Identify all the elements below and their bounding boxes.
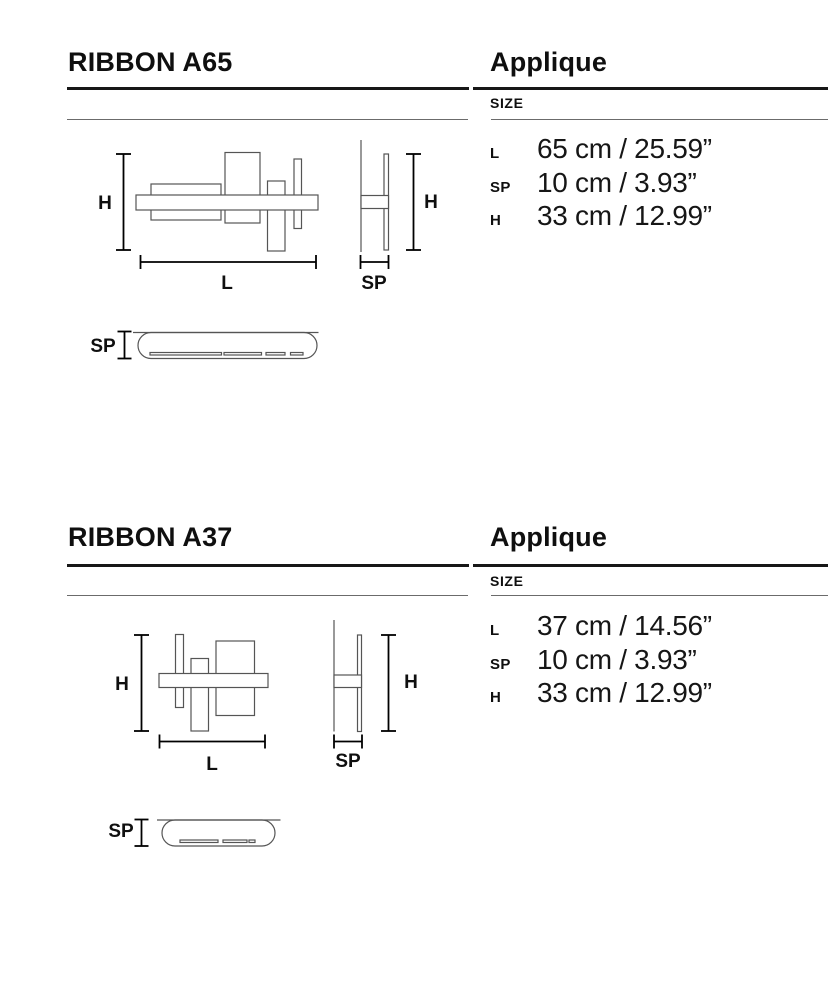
- size-rule-left: [67, 595, 468, 596]
- lamp-detail-top: [150, 353, 222, 356]
- length-label: L: [206, 754, 218, 775]
- depth-label-side: SP: [335, 751, 361, 772]
- height-label-side: H: [404, 672, 418, 693]
- h-dimension-line-side: [406, 154, 421, 250]
- lamp-bar-side: [361, 196, 389, 209]
- top-view: [90, 332, 318, 359]
- lamp-detail-top: [224, 353, 262, 356]
- category-title: Applique: [490, 522, 608, 552]
- lamp-element: [191, 659, 209, 732]
- dimension-value: 37 cm / 14.56”: [537, 610, 712, 641]
- product-title: RIBBON A37: [68, 522, 233, 552]
- front-view: [98, 153, 318, 295]
- side-view: [334, 620, 418, 772]
- title-rule-left: [67, 87, 469, 90]
- sp-dimension-line-top: [135, 820, 149, 847]
- dimension-row: [490, 677, 820, 711]
- category-title: Applique: [490, 47, 608, 77]
- technical-drawing-a37: [60, 604, 470, 884]
- lamp-detail-top: [249, 840, 255, 843]
- sp-dimension-line-side: [334, 735, 362, 749]
- top-view: [108, 820, 280, 847]
- dimension-row: [490, 610, 820, 644]
- h-dimension-line-side: [381, 635, 396, 731]
- height-label-front: H: [98, 193, 112, 214]
- front-view: [115, 635, 268, 776]
- side-view: [361, 140, 438, 294]
- dimension-value: 65 cm / 25.59”: [537, 133, 712, 164]
- depth-label-top: SP: [108, 821, 134, 842]
- l-dimension-line: [160, 735, 266, 749]
- size-heading: SIZE: [490, 95, 524, 111]
- dimension-row: [490, 644, 820, 678]
- dimension-row: [490, 167, 820, 201]
- dimension-row: [490, 133, 820, 167]
- size-heading: SIZE: [490, 573, 524, 589]
- dimension-value: 33 cm / 12.99”: [537, 677, 712, 708]
- dimension-value: 10 cm / 3.93”: [537, 643, 697, 675]
- lamp-detail-top: [223, 840, 247, 843]
- title-rule-right: [473, 87, 828, 90]
- lamp-detail-top: [266, 353, 285, 356]
- length-label: L: [221, 273, 233, 294]
- size-rule-right: [491, 119, 828, 120]
- technical-drawing-a65: [60, 128, 470, 408]
- size-table: [490, 133, 820, 234]
- title-rule-left: [67, 564, 469, 567]
- title-rule-right: [473, 564, 828, 567]
- lamp-element: [225, 153, 260, 224]
- lamp-element: [268, 181, 286, 251]
- h-dimension-line: [116, 154, 131, 250]
- size-table: [490, 610, 820, 711]
- dimension-value: 10 cm / 3.93”: [537, 166, 697, 198]
- size-rule-right: [491, 595, 828, 596]
- dimension-label: H: [490, 212, 502, 229]
- lamp-detail-top: [291, 353, 304, 356]
- lamp-bar: [136, 195, 318, 210]
- h-dimension-line: [134, 635, 149, 731]
- dimension-value: 33 cm / 12.99”: [537, 200, 712, 231]
- l-dimension-line: [141, 255, 317, 269]
- dimension-label: H: [490, 689, 502, 706]
- size-rule-left: [67, 119, 468, 120]
- lamp-bar: [159, 674, 268, 688]
- lamp-detail-top: [180, 840, 218, 843]
- dimension-row: [490, 200, 820, 234]
- depth-label-side: SP: [361, 273, 387, 294]
- dimension-label: L: [490, 145, 500, 162]
- depth-label-top: SP: [90, 336, 116, 357]
- height-label-side: H: [424, 192, 438, 213]
- product-title: RIBBON A65: [68, 47, 233, 77]
- lamp-element: [176, 635, 184, 708]
- dimension-label: SP: [490, 178, 511, 196]
- height-label-front: H: [115, 674, 129, 695]
- lamp-element: [294, 159, 302, 229]
- sp-dimension-line-top: [118, 332, 132, 359]
- dimension-label: L: [490, 622, 500, 639]
- lamp-bar-side: [334, 675, 362, 688]
- sp-dimension-line-side: [361, 255, 389, 269]
- dimension-label: SP: [490, 655, 511, 673]
